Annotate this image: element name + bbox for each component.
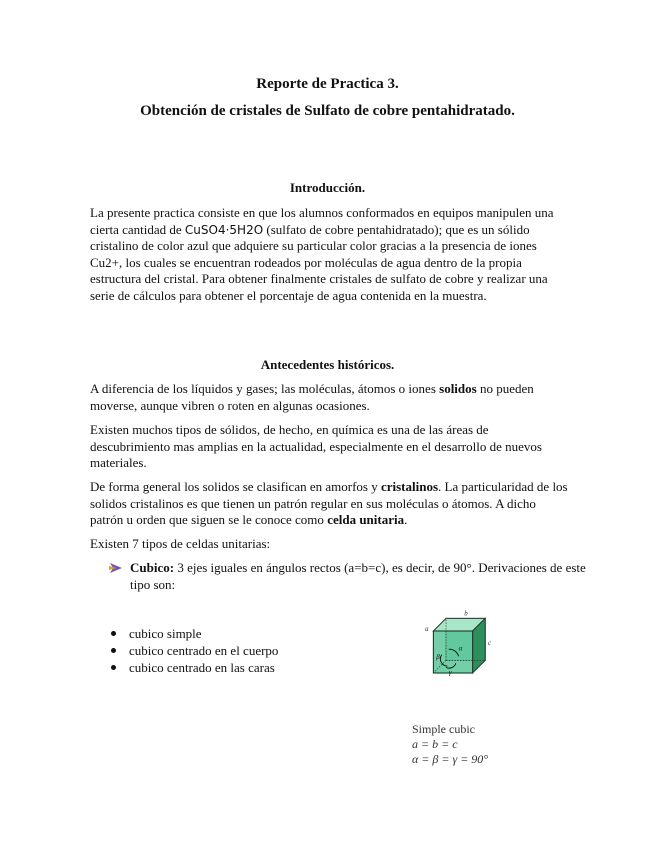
label-gamma: γ bbox=[448, 668, 452, 677]
p1-bold: solidos bbox=[439, 381, 477, 396]
label-beta: β bbox=[436, 653, 440, 661]
label-alpha: α bbox=[458, 644, 463, 653]
antecedentes-paragraph-4: Existen 7 tipos de celdas unitarias: bbox=[90, 536, 271, 551]
antecedentes-paragraph-1 bbox=[90, 381, 570, 414]
arrow-bullet-icon bbox=[108, 561, 124, 575]
antecedentes-heading: Antecedentes históricos. bbox=[260, 357, 395, 372]
p3-text-c: . bbox=[404, 512, 408, 527]
list-item: cubico centrado en el cuerpo bbox=[108, 642, 278, 659]
intro-text-b: (sulfato de cobre pentahidratado); que es un sólido cristalino de color azul que adquiere su particular color gracias a la presencia de iones Cu2+, los cuales se encuentran rodeados por moléculas de agua dentro de la propia estructura del cristal. Para obtener finalmente cristales de sulfato de cobre y realizar una serie de cálculos para obtener el porcentaje de agua contenida en la muestra. bbox=[90, 221, 548, 303]
intro-text-a: La presente practica consiste en que los alumnos conformados en equipos manipulen una cierta cantidad de bbox=[90, 205, 554, 237]
antecedentes-paragraph-3 bbox=[90, 479, 570, 529]
cubic-types-list bbox=[108, 625, 278, 676]
cubic-label: Cubico: bbox=[130, 560, 175, 575]
p3-text-b: . La particularidad de los solidos cristalinos es que tienen un patrón regular en sus moléculas o átomos. A dicho patrón u orden que siguen se le conoce como bbox=[90, 479, 568, 527]
bullet-dot-icon bbox=[111, 648, 116, 653]
caption-equation-2: α = β = γ = 90° bbox=[412, 752, 489, 766]
p3-text-a: De forma general los solidos se clasifican en amorfos y bbox=[90, 479, 381, 494]
figure-caption bbox=[412, 722, 488, 767]
list-item: cubico simple bbox=[108, 625, 278, 642]
chemical-formula: CuSO4·5H2O bbox=[184, 222, 264, 237]
label-c: c bbox=[488, 639, 492, 647]
bullet-dot-icon bbox=[111, 631, 116, 636]
p3-bold-1: cristalinos bbox=[380, 479, 439, 494]
p1-text-a: A diferencia de los líquidos y gases; las moléculas, átomos o iones bbox=[90, 381, 440, 396]
report-subtitle: Obtención de cristales de Sulfato de cobre pentahidratado. bbox=[140, 103, 515, 119]
label-b: b bbox=[464, 610, 468, 618]
report-title: Reporte de Practica 3. bbox=[256, 76, 399, 92]
caption-equation-1: a = b = c bbox=[412, 737, 458, 751]
caption-title: Simple cubic bbox=[412, 722, 475, 736]
cubic-text: 3 ejes iguales en ángulos rectos (a=b=c), es decir, de 90°. Derivaciones de este tipo son: bbox=[130, 560, 586, 592]
p1-text-b: no pueden moverse, aunque vibren o roten en algunas ocasiones. bbox=[90, 381, 534, 413]
antecedentes-paragraph-2: Existen muchos tipos de sólidos, de hecho, en química es una de las áreas de descubrimiento mas amplias en la actualidad, especialmente en el desarrollo de nuevos materiales. bbox=[90, 422, 542, 470]
cubic-list-item bbox=[108, 560, 590, 593]
label-a: a bbox=[425, 625, 429, 633]
list-item: cubico centrado en las caras bbox=[108, 659, 278, 676]
bullet-dot-icon bbox=[111, 665, 116, 670]
simple-cubic-diagram bbox=[400, 610, 520, 722]
p3-bold-2: celda unitaria bbox=[327, 512, 405, 527]
intro-heading: Introducción. bbox=[289, 180, 366, 195]
intro-paragraph bbox=[90, 205, 570, 304]
